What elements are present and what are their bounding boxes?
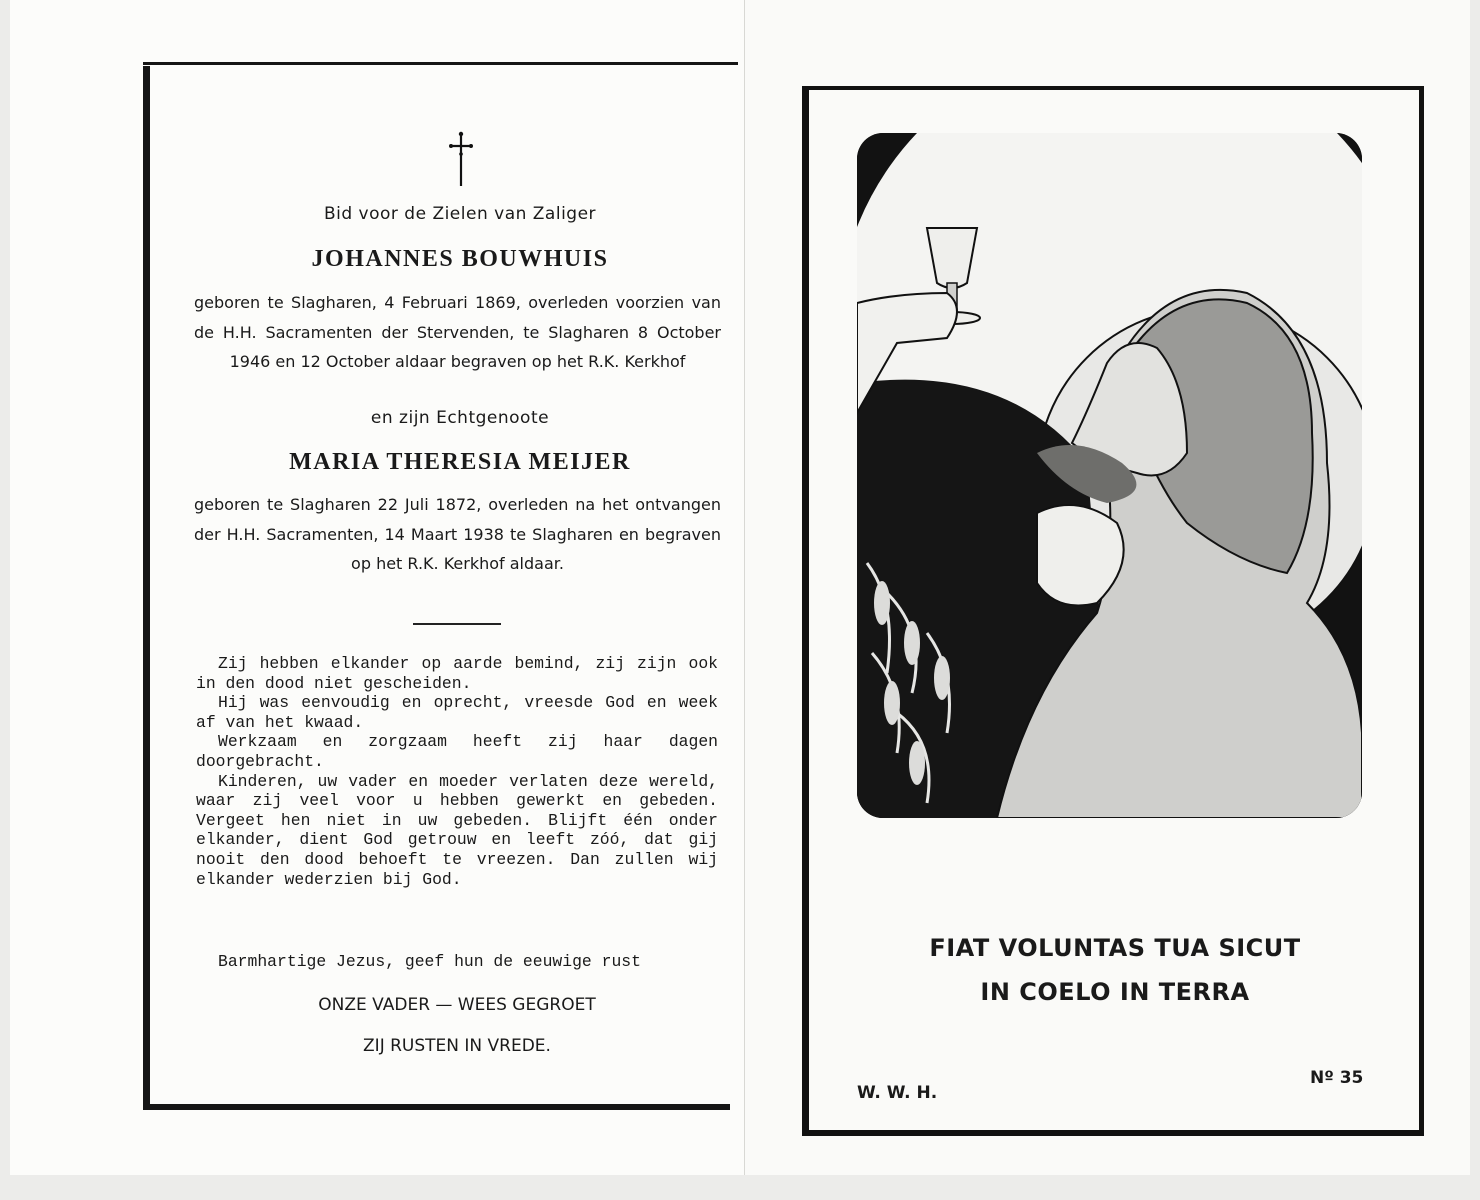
- prayers-line: ONZE VADER — WEES GEGROET: [318, 995, 596, 1015]
- motto-line-1: FIAT VOLUNTAS TUA SICUT: [929, 934, 1301, 962]
- left-frame-top-rule: [143, 62, 738, 65]
- christ-chalice-illustration: [857, 133, 1362, 818]
- memorial-paragraph: Hij was eenvoudig en oprecht, vreesde God en week af van het kwaad.: [196, 693, 718, 732]
- deceased-name-2: MARIA THERESIA MEIJER: [289, 449, 631, 475]
- memorial-paragraph: Kinderen, uw vader en moeder verlaten deze wereld, waar zij veel voor u hebben gewerkt en gebeden. Vergeet hen niet in uw gebeden. Blijft één onder elkander, dient God getrouw en leeft zóó, dat gij nooit den dood behoeft te vreezen. Dan zullen wij elkander wederzien bij God.: [196, 771, 718, 889]
- devotional-illustration: [857, 133, 1362, 818]
- deceased-name-1: JOHANNES BOUWHUIS: [311, 246, 609, 272]
- prayer-heading: Bid voor de Zielen van Zaliger: [323, 204, 597, 224]
- memorial-text: [196, 654, 718, 889]
- biography-2: [194, 490, 721, 579]
- memorial-paragraph: Zij hebben elkander op aarde bemind, zij zijn ook in den dood niet gescheiden.: [196, 654, 718, 693]
- motto-line-2: IN COELO IN TERRA: [980, 978, 1250, 1006]
- memorial-paragraph: Werkzaam en zorgzaam heeft zij haar dagen doorgebracht.: [196, 732, 718, 771]
- rest-in-peace: ZIJ RUSTEN IN VREDE.: [363, 1036, 551, 1056]
- card-number: Nº 35: [1310, 1068, 1364, 1088]
- mercy-prayer-block: [196, 952, 718, 972]
- divider-rule: [413, 623, 501, 625]
- biography-1: [194, 288, 721, 377]
- biography-1-text: geboren te Slagharen, 4 Februari 1869, overleden voorzien van de H.H. Sacramenten der Stervenden, te Slagharen 8 October 1946 en 12 October aldaar begraven op het R.K. Kerkhof: [194, 293, 721, 371]
- publisher-mark: W. W. H.: [857, 1083, 938, 1103]
- spouse-connector: en zijn Echtgenoote: [370, 408, 550, 428]
- biography-2-text: geboren te Slagharen 22 Juli 1872, overleden na het ontvangen der H.H. Sacramenten, 14 Maart 1938 te Slagharen en begraven op het R.K. Kerkhof aldaar.: [194, 495, 721, 573]
- mercy-prayer: Barmhartige Jezus, geef hun de eeuwige rust: [218, 952, 641, 971]
- cross-icon: [446, 130, 476, 188]
